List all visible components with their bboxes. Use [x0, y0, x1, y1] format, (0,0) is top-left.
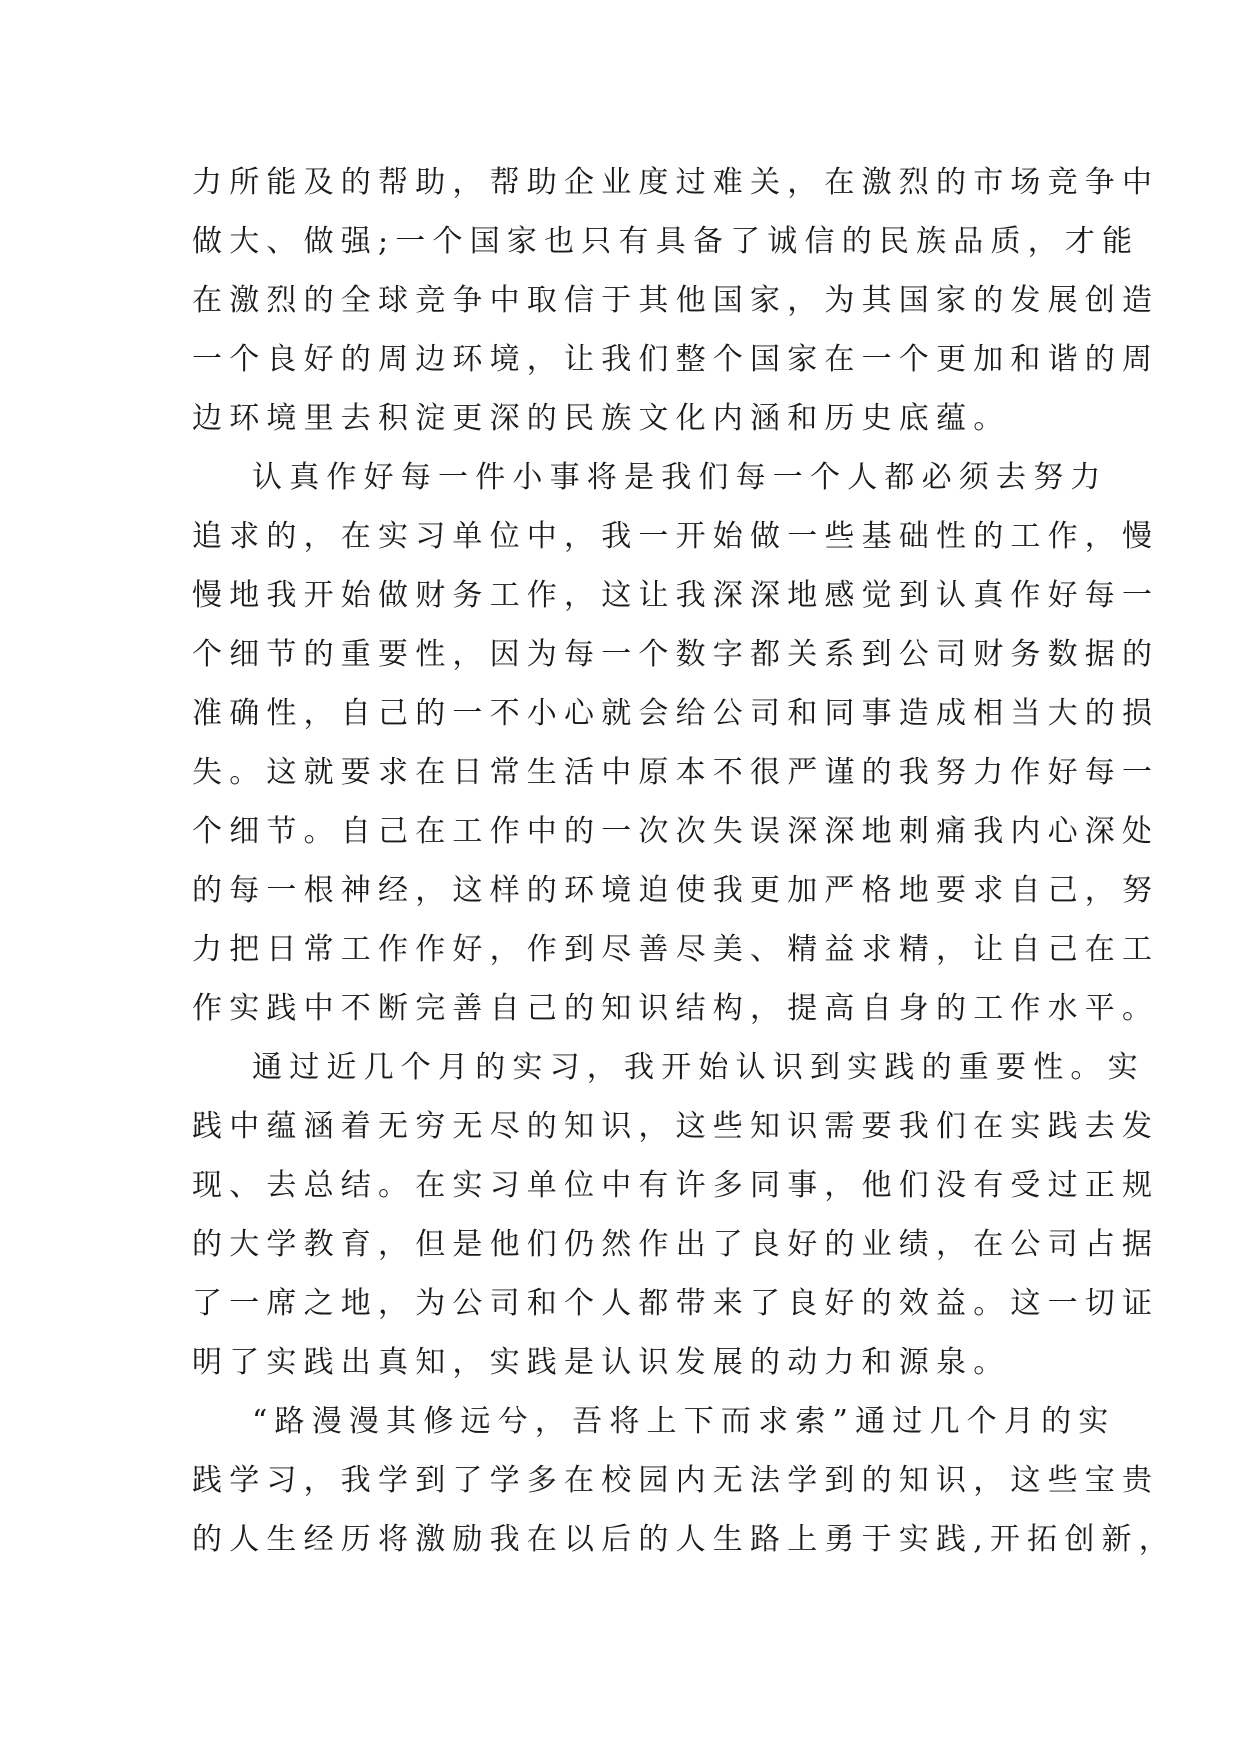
text-line: 的每一根神经，这样的环境迫使我更加严格地要求自己，努 [192, 873, 1160, 908]
text-line: 个细节。自己在工作中的一次次失误深深地刺痛我内心深处 [192, 814, 1160, 849]
paragraph [192, 1392, 1176, 1569]
text-line: 边环境里去积淀更深的民族文化内涵和历史底蕴。 [192, 401, 1011, 436]
paragraph [192, 1038, 1160, 1392]
text-line: 践中蕴涵着无穷无尽的知识，这些知识需要我们在实践去发 [192, 1109, 1160, 1144]
text-line: 力所能及的帮助，帮助企业度过难关，在激烈的市场竞争中 [192, 165, 1160, 200]
text-line: 慢地我开始做财务工作，这让我深深地感觉到认真作好每一 [192, 578, 1160, 613]
text-line: 的大学教育，但是他们仍然作出了良好的业绩，在公司占据 [192, 1227, 1160, 1262]
text-line: 现、去总结。在实习单位中有许多同事，他们没有受过正规 [192, 1168, 1160, 1203]
text-line: 力把日常工作作好，作到尽善尽美、精益求精，让自己在工 [192, 932, 1160, 967]
text-line: 个细节的重要性，因为每一个数字都关系到公司财务数据的 [192, 637, 1160, 672]
text-line: 准确性，自己的一不小心就会给公司和同事造成相当大的损 [192, 696, 1160, 731]
text-line-indented: “路漫漫其修远兮，吾将上下而求索”通过几个月的实 [252, 1404, 1116, 1439]
text-line: 的人生经历将激励我在以后的人生路上勇于实践,开拓创新， [192, 1522, 1176, 1557]
text-line-indented: 认真作好每一件小事将是我们每一个人都必须去努力 [252, 460, 1108, 495]
text-line: 了一席之地，为公司和个人都带来了良好的效益。这一切证 [192, 1286, 1160, 1321]
text-line: 失。这就要求在日常生活中原本不很严谨的我努力作好每一 [192, 755, 1160, 790]
text-line: 践学习，我学到了学多在校园内无法学到的知识，这些宝贵 [192, 1463, 1160, 1498]
document-body [192, 153, 1176, 1569]
text-line: 作实践中不断完善自己的知识结构，提高自身的工作水平。 [192, 991, 1160, 1026]
text-line: 明了实践出真知，实践是认识发展的动力和源泉。 [192, 1345, 1011, 1380]
text-line: 在激烈的全球竞争中取信于其他国家，为其国家的发展创造 [192, 283, 1160, 318]
text-line-indented: 通过近几个月的实习，我开始认识到实践的重要性。实 [252, 1050, 1145, 1085]
text-line: 追求的，在实习单位中，我一开始做一些基础性的工作，慢 [192, 519, 1160, 554]
paragraph [192, 153, 1160, 448]
text-line: 做大、做强;一个国家也只有具备了诚信的民族品质，才能 [192, 224, 1140, 259]
paragraph [192, 448, 1160, 1038]
text-line: 一个良好的周边环境，让我们整个国家在一个更加和谐的周 [192, 342, 1160, 377]
